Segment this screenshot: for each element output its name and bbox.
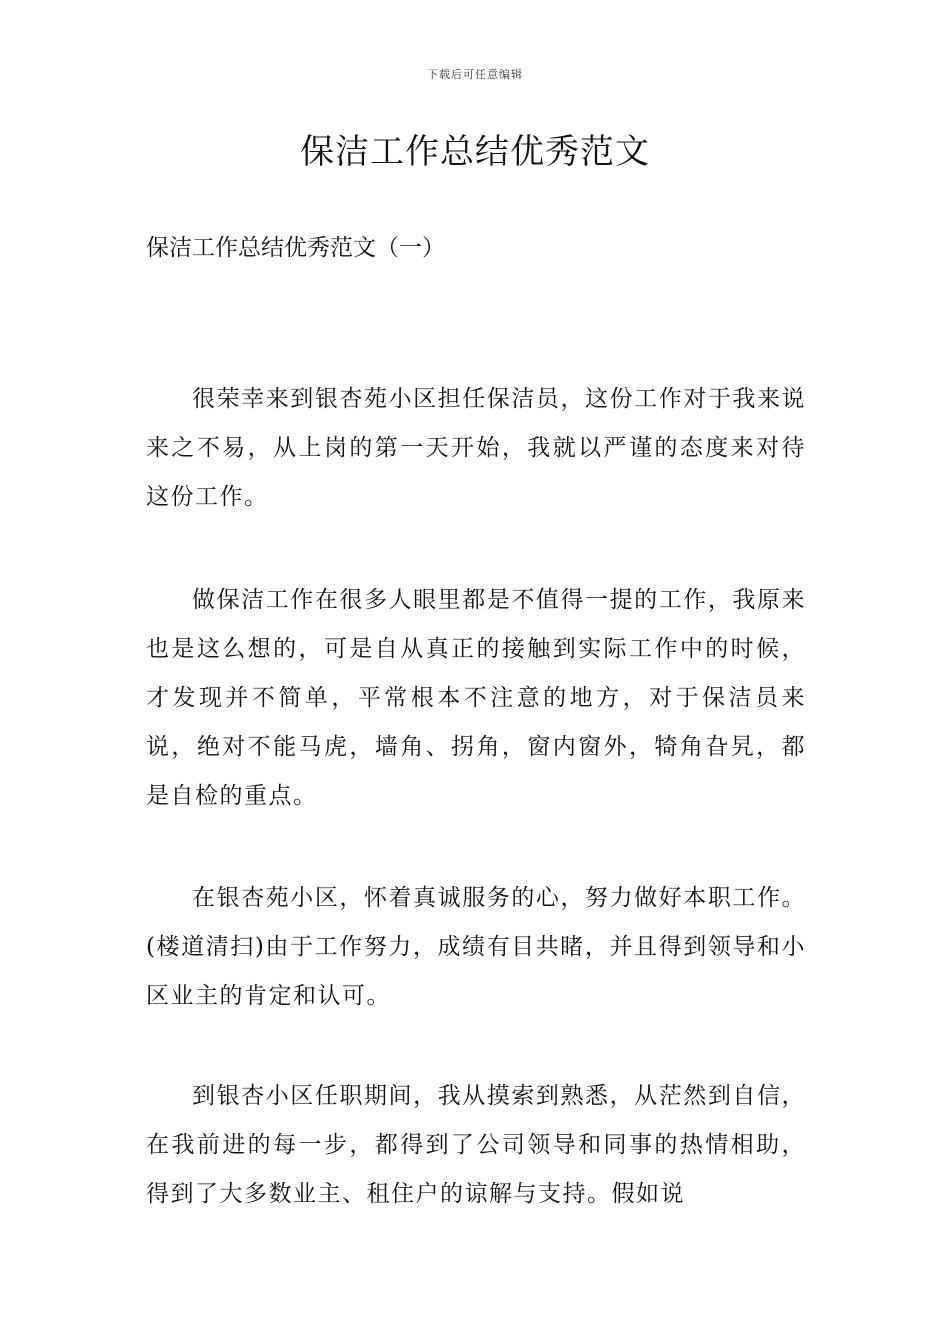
paragraph-2: 做保洁工作在很多人眼里都是不值得一提的工作，我原来也是这么想的，可是自从真正的接触到实际工作中的时候，才发现并不简单，平常根本不注意的地方，对于保洁员来说，绝对不能马虎，墙角、拐角，窗内窗外，犄角旮旯，都是自检的重点。	[146, 587, 806, 809]
paragraph-1: 很荣幸来到银杏苑小区担任保洁员，这份工作对于我来说来之不易，从上岗的第一天开始，我就以严谨的态度来对待这份工作。	[146, 386, 806, 510]
document-title: 保洁工作总结优秀范文	[300, 132, 650, 172]
header-note: 下载后可任意编辑	[427, 68, 523, 81]
paragraph-3: 在银杏苑小区，怀着真诚服务的心，努力做好本职工作。(楼道清扫)由于工作努力，成绩有目共睹，并且得到领导和小区业主的肯定和认可。	[146, 885, 806, 1009]
paragraph-4: 到银杏小区任职期间，我从摸索到熟悉，从茫然到自信，在我前进的每一步，都得到了公司领导和同事的热情相助，得到了大多数业主、租住户的谅解与支持。假如说	[146, 1083, 806, 1207]
section-subtitle: 保洁工作总结优秀范文（一）	[146, 235, 445, 261]
